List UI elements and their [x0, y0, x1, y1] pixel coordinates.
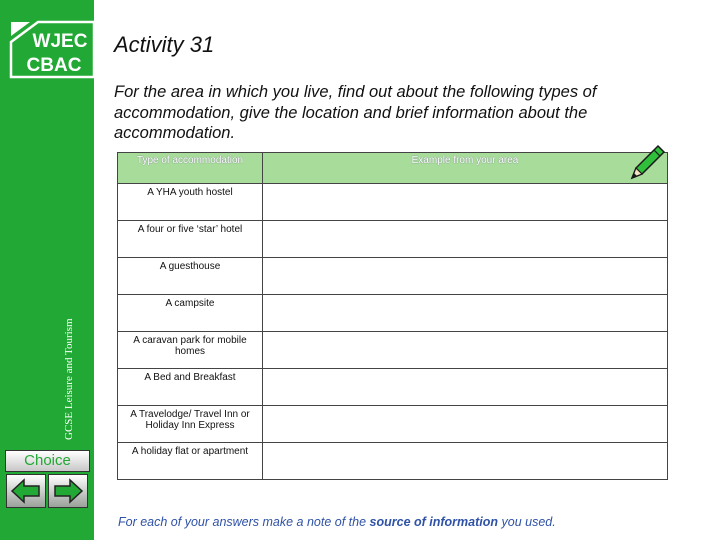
example-cell[interactable]	[263, 369, 668, 406]
back-button[interactable]	[6, 474, 46, 508]
accommodation-type: A caravan park for mobile homes	[118, 332, 263, 369]
example-cell[interactable]	[263, 406, 668, 443]
example-cell[interactable]	[263, 221, 668, 258]
column-header-type: Type of accommodation	[118, 153, 263, 184]
table-row	[118, 258, 668, 295]
intro-text: For the area in which you live, find out about the following types of accommodation, give the location and brief information about the accommodation.	[114, 83, 597, 142]
arrow-right-icon	[49, 475, 87, 507]
accommodation-type: A holiday flat or apartment	[118, 443, 263, 480]
example-cell[interactable]	[263, 258, 668, 295]
forward-button[interactable]	[48, 474, 88, 508]
pencil-icon	[628, 142, 668, 182]
wjec-cbac-logo	[8, 20, 94, 80]
arrow-left-icon	[7, 475, 45, 507]
accommodation-type: A Travelodge/ Travel Inn or Holiday Inn Express	[118, 406, 263, 443]
footer-text-end: you used.	[498, 515, 556, 529]
table-row	[118, 295, 668, 332]
table-row	[118, 406, 668, 443]
table-row	[118, 184, 668, 221]
logo-text-bottom: CBAC	[26, 55, 82, 76]
footer-note	[118, 515, 556, 529]
choice-label: Choice	[5, 450, 90, 472]
accommodation-type: A campsite	[118, 295, 263, 332]
page-title: Activity 31	[114, 32, 215, 57]
vertical-course-label: GCSE Leisure and Tourism	[63, 318, 75, 440]
accommodation-type: A guesthouse	[118, 258, 263, 295]
table-row	[118, 221, 668, 258]
accommodation-type: A Bed and Breakfast	[118, 369, 263, 406]
footer-text-start: For each of your answers make a note of the	[118, 515, 370, 529]
accommodation-type: A YHA youth hostel	[118, 184, 263, 221]
column-header-example: Example from your area	[263, 153, 668, 184]
example-cell[interactable]	[263, 184, 668, 221]
accommodation-type: A four or five ‘star’ hotel	[118, 221, 263, 258]
sidebar	[0, 0, 94, 540]
footer-text-bold: source of information	[369, 515, 499, 529]
example-cell[interactable]	[263, 443, 668, 480]
logo-text-top: WJEC	[32, 31, 88, 52]
table-row	[118, 369, 668, 406]
example-cell[interactable]	[263, 332, 668, 369]
table-row	[118, 332, 668, 369]
example-cell[interactable]	[263, 295, 668, 332]
accommodation-table	[117, 152, 668, 480]
table-row	[118, 443, 668, 480]
table-header-row	[118, 153, 668, 184]
